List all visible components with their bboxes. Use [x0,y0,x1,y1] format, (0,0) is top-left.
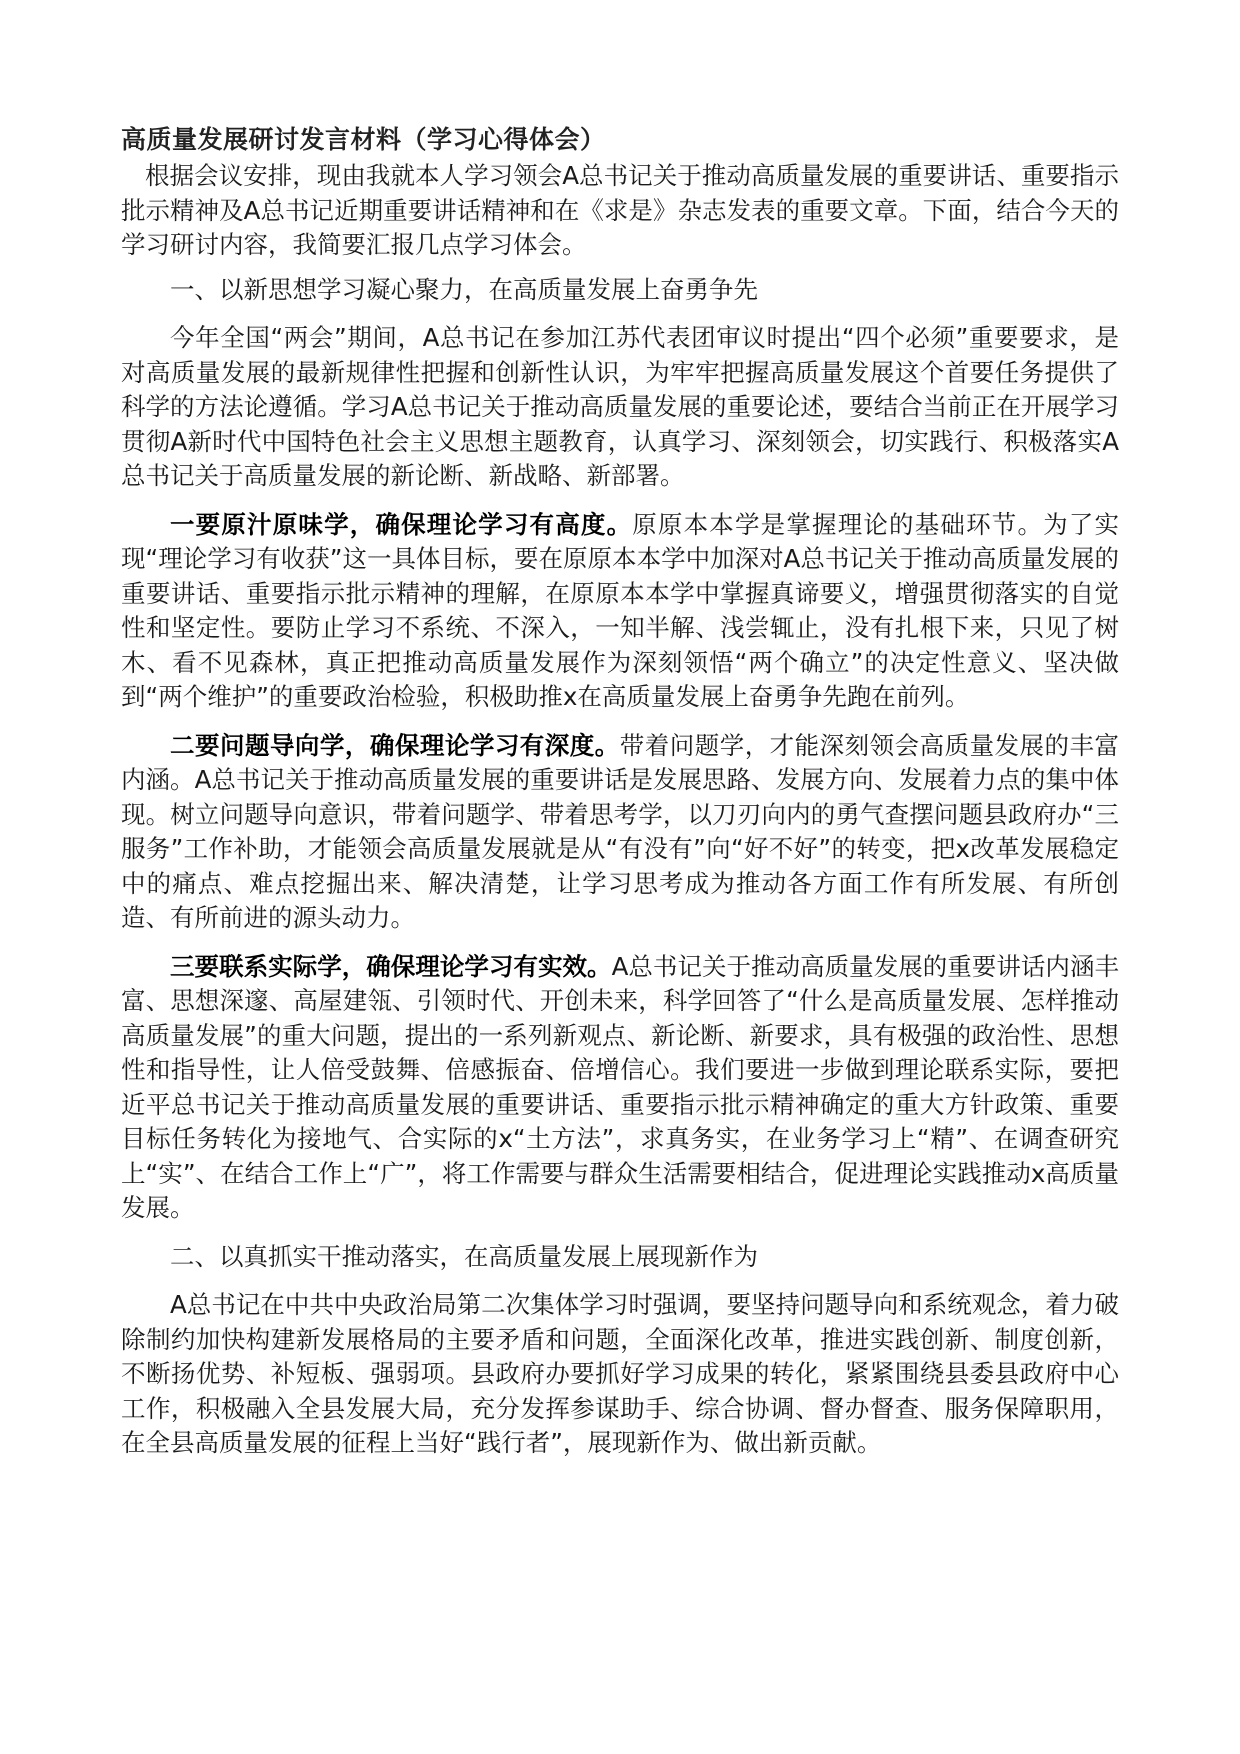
section-1-heading: 一、以新思想学习凝心聚力，在高质量发展上奋勇争先 [170,274,758,304]
section-1-point-3 [121,950,1119,1226]
intro-paragraph: 根据会议安排，现由我就本人学习领会A总书记关于推动高质量发展的重要讲话、重要指示批示精神及A总书记近期重要讲话精神和在《求是》杂志发表的重要文章。下面，结合今天的学习研讨内容，我简要汇报几点学习体会。 [121,161,1119,259]
section-2-body: A总书记在中共中央政治局第二次集体学习时强调，要坚持问题导向和系统观念，着力破除制约加快构建新发展格局的主要矛盾和问题，全面深化改革，推进实践创新、制度创新，不断扬优势、补短板、强弱项。县政府办要抓好学习成果的转化，紧紧围绕县委县政府中心工作，积极融入全县发展大局，充分发挥参谋助手、综合协调、督办督查、服务保障职用，在全县高质量发展的征程上当好“践行者”，展现新作为、做出新贡献。 [121,1290,1119,1457]
document-title: 高质量发展研讨发言材料（学习心得体会） [121,125,606,154]
point-2-text: 带着问题学，才能深刻领会高质量发展的丰富内涵。A总书记关于推动高质量发展的重要讲话是发展思路、发展方向、发展着力点的集中体现。树立问题导向意识，带着问题学、带着思考学，以刀刃向内的勇气查摆问题县政府办“三服务”工作补助，才能领会高质量发展就是从“有没有”向“好不好”的转变，把x改革发展稳定中的痛点、难点挖掘出来、解决清楚，让学习思考成为推动各方面工作有所发展、有所创造、有所前进的源头动力。 [121,730,1120,932]
section-1-point-1 [121,508,1119,715]
document-body [121,123,1119,1461]
point-1-text: 原原本本学是掌握理论的基础环节。为了实现“理论学习有收获”这一具体目标，要在原原本本学中加深对A总书记关于推动高质量发展的重要讲话、重要指示批示精神的理解，在原原本本学中掌握真谛要义，增强贯彻落实的自觉性和坚定性。要防止学习不系统、不深入，一知半解、浅尝辄止，没有扎根下来，只见了树木、看不见森林，真正把推动高质量发展作为深刻领悟“两个确立”的决定性意义、坚决做到“两个维护”的重要政治检验，积极助推x在高质量发展上奋勇争先跑在前列。 [121,509,1119,711]
point-3-lead: 三要联系实际学，确保理论学习有实效。 [170,951,612,981]
section-1-body: 今年全国“两会”期间，A总书记在参加江苏代表团审议时提出“四个必须”重要要求，是对高质量发展的最新规律性把握和创新性认识，为牢牢把握高质量发展这个首要任务提供了科学的方法论遵循。学习A总书记关于推动高质量发展的重要论述，要结合当前正在开展学习贯彻A新时代中国特色社会主义思想主题教育，认真学习、深刻领会，切实践行、积极落实A总书记关于高质量发展的新论断、新战略、新部署。 [121,323,1119,490]
section-2-heading: 二、以真抓实干推动落实，在高质量发展上展现新作为 [170,1241,758,1271]
point-2-lead: 二要问题导向学，确保理论学习有深度。 [170,730,620,760]
point-1-lead: 一要原汁原味学，确保理论学习有高度。 [170,509,633,539]
point-3-text: A总书记关于推动高质量发展的重要讲话内涵丰富、思想深邃、高屋建瓴、引领时代、开创未来，科学回答了“什么是高质量发展、怎样推动高质量发展”的重大问题，提出的一系列新观点、新论断、新要求，具有极强的政治性、思想性和指导性，让人倍受鼓舞、倍感振奋、倍增信心。我们要进一步做到理论联系实际，要把近平总书记关于推动高质量发展的重要讲话、重要指示批示精神确定的重大方针政策、重要目标任务转化为接地气、合实际的x“土方法”，求真务实，在业务学习上“精”、在调查研究上“实”、在结合工作上“广”，将工作需要与群众生活需要相结合，促进理论实践推动x高质量发展。 [121,951,1120,1222]
section-1-point-2 [121,729,1119,936]
